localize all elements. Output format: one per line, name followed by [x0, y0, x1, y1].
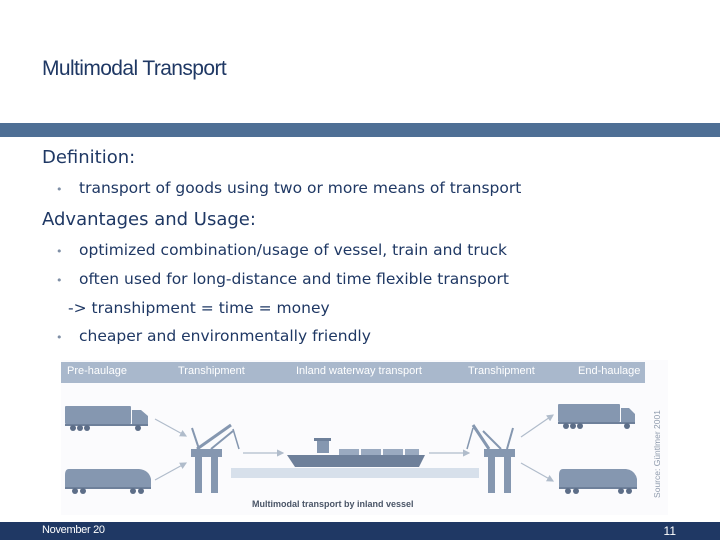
bullet-icon: • — [56, 183, 63, 196]
bullet-icon: • — [56, 331, 63, 344]
advantages-heading: Advantages and Usage: — [42, 209, 256, 230]
transport-illustration — [61, 383, 651, 515]
title-divider-bar — [0, 123, 720, 137]
crane-icon — [467, 425, 515, 493]
stage-label: Pre-haulage — [67, 365, 127, 377]
bullet-icon: • — [56, 245, 63, 258]
vessel-icon — [287, 438, 425, 467]
advantage-subitem: -> transhipment = time = money — [68, 299, 330, 317]
crane-icon — [191, 425, 239, 493]
stage-banner — [61, 362, 645, 383]
advantage-item: optimized combination/usage of vessel, train and truck — [79, 241, 508, 259]
truck-icon — [558, 404, 635, 429]
advantage-item: cheaper and environmentally friendly — [79, 327, 371, 345]
slide-title: Multimodal Transport — [42, 57, 227, 80]
train-icon — [65, 469, 151, 494]
advantage-item: often used for long-distance and time flexible transport — [79, 270, 509, 288]
figure-source-text: Source: Güntlmer 2001 — [652, 410, 662, 498]
stage-label: Transhipment — [468, 365, 535, 377]
multimodal-transport-figure — [61, 360, 668, 515]
page-number: 11 — [663, 524, 676, 538]
definition-heading: Definition: — [42, 147, 136, 168]
bullet-icon: • — [56, 274, 63, 287]
stage-label: End-haulage — [578, 365, 641, 377]
truck-icon — [65, 406, 148, 431]
stage-label: Inland waterway transport — [296, 365, 422, 377]
waterway — [231, 468, 479, 478]
figure-source — [651, 405, 663, 505]
footer-bar — [0, 522, 720, 540]
stage-label: Transhipment — [178, 365, 245, 377]
footer-date: November 20 — [42, 524, 105, 536]
figure-caption: Multimodal transport by inland vessel — [252, 499, 414, 509]
train-icon — [559, 469, 637, 494]
definition-item: transport of goods using two or more means of transport — [79, 179, 522, 197]
